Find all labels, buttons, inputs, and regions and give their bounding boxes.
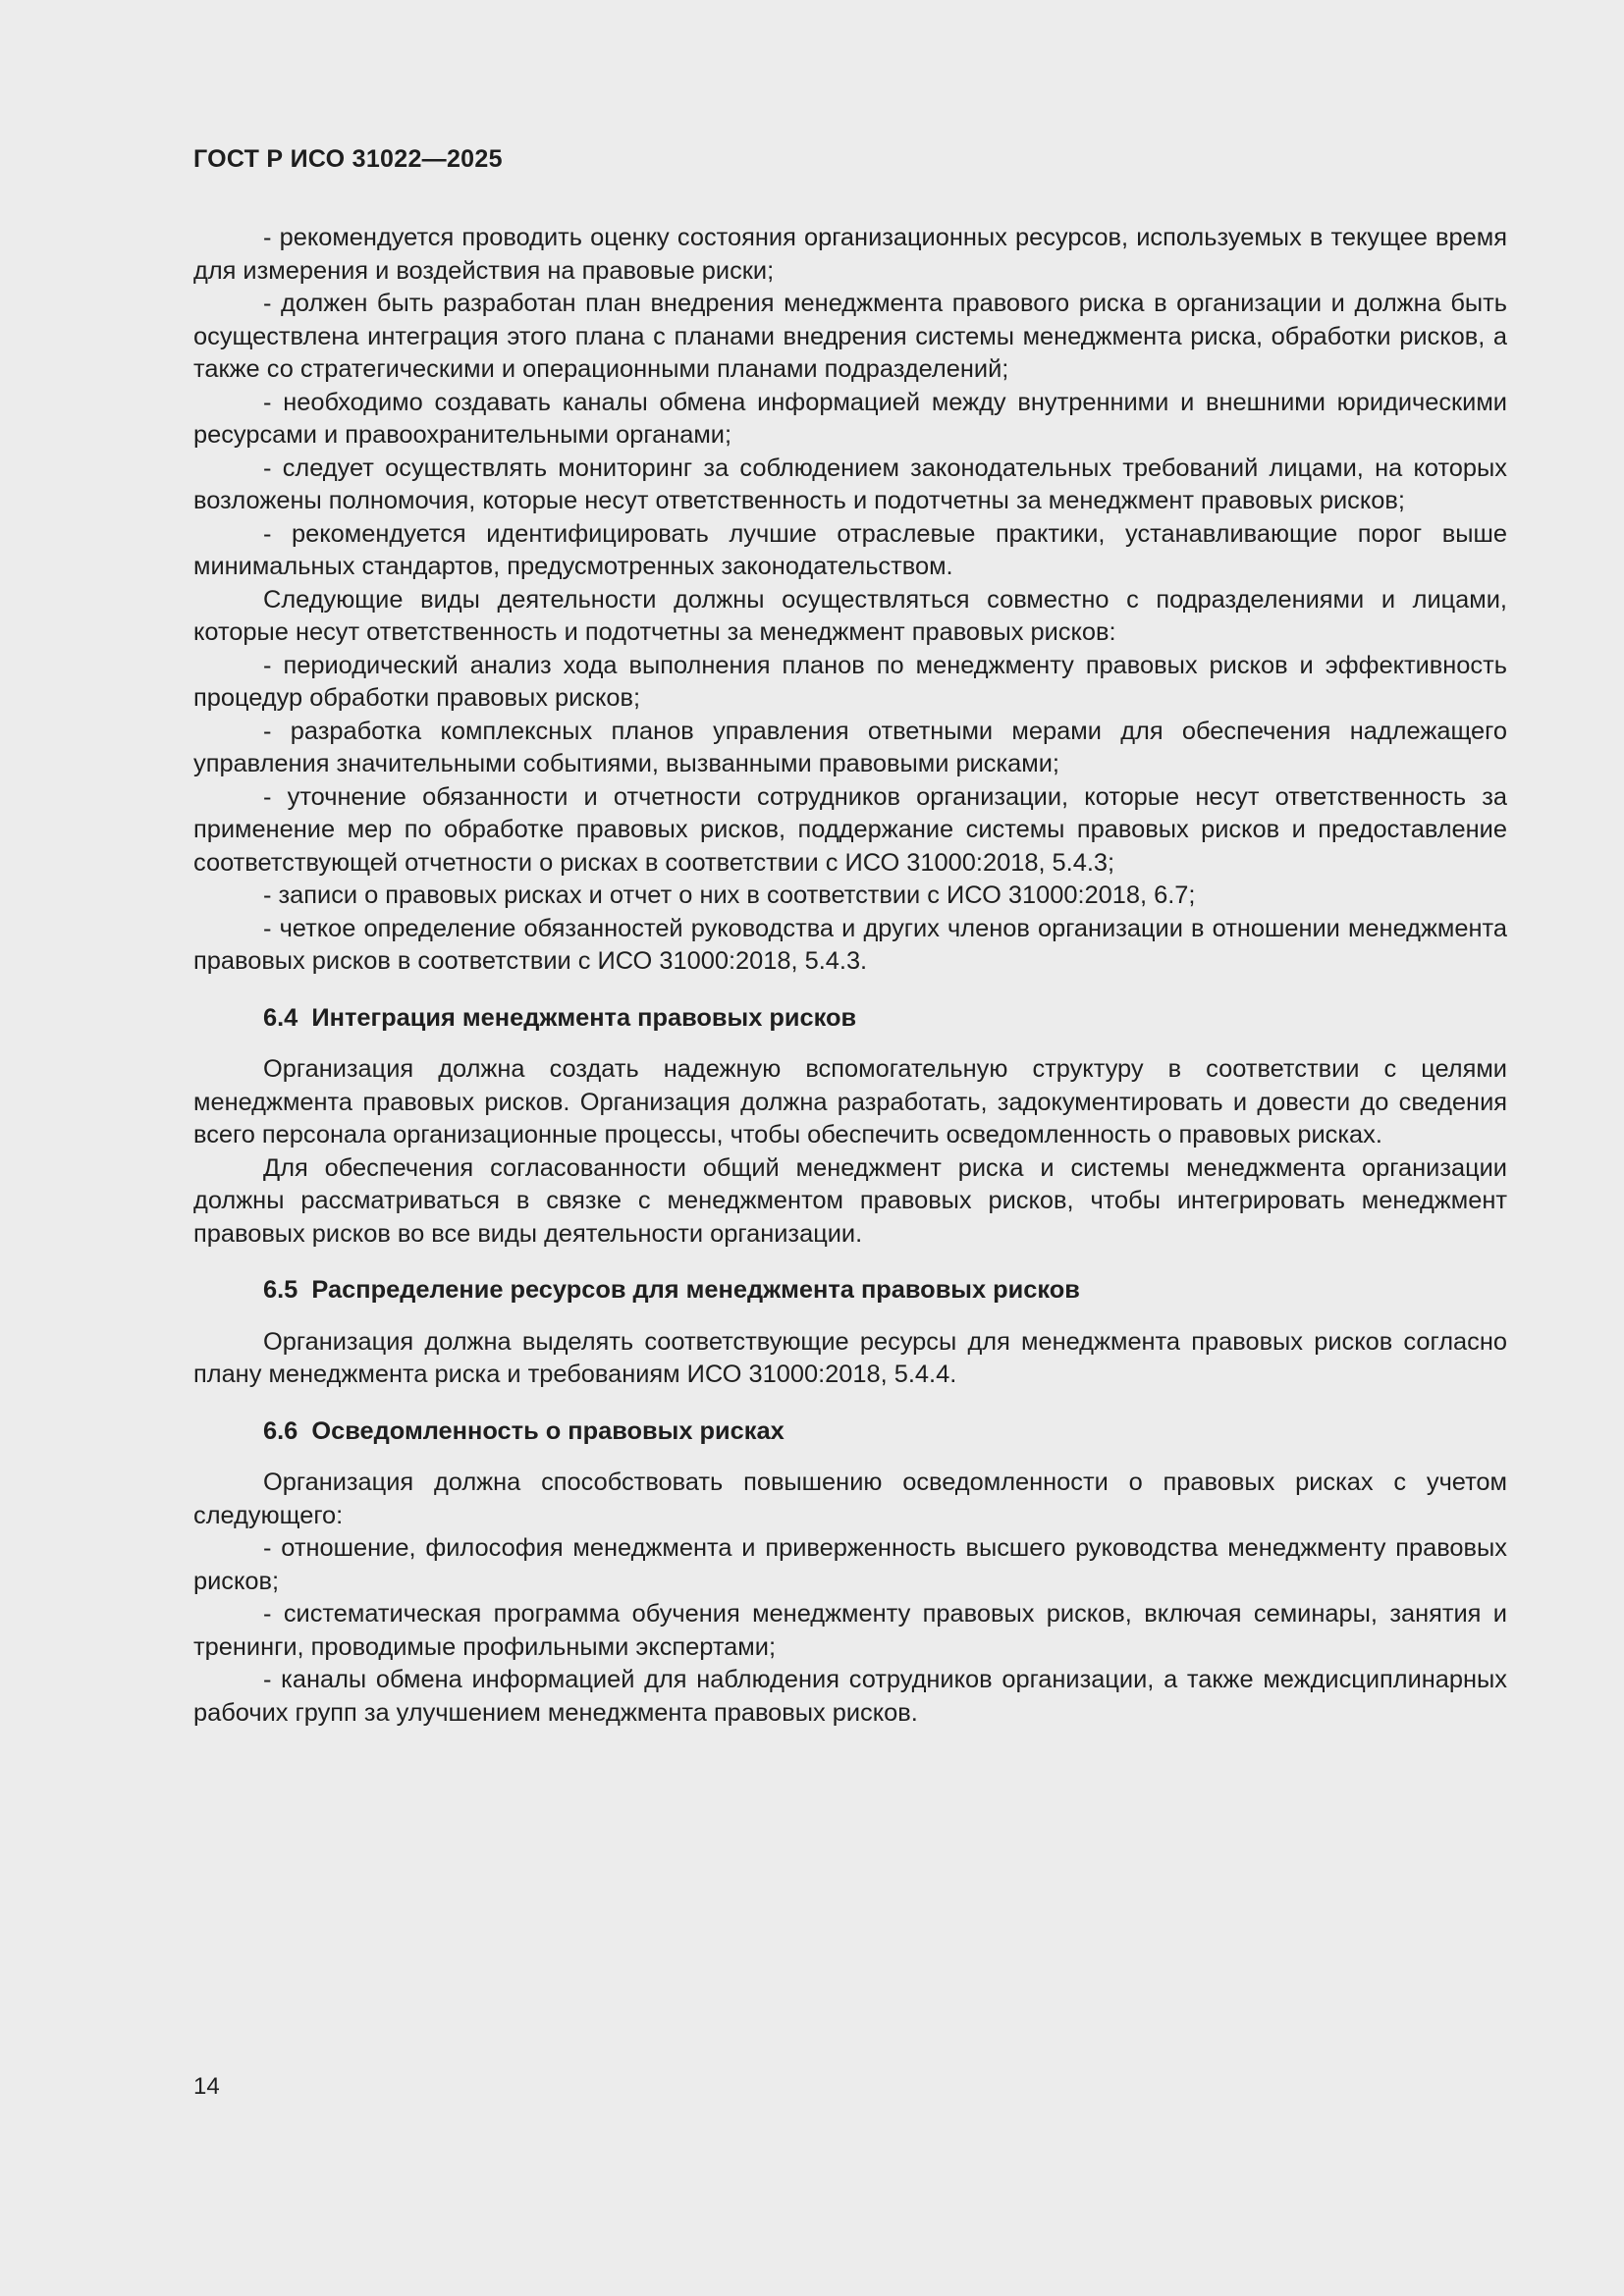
section-heading-6-6 [193,1415,1507,1449]
section-title: Интеграция менеджмента правовых рисков [311,1003,857,1032]
section-heading-6-4 [193,1002,1507,1036]
section-title: Распределение ресурсов для менеджмента правовых рисков [311,1276,1080,1304]
list-item: - должен быть разработан план внедрения менеджмента правового риска в организации и должна быть осуществлена интеграция этого плана с планами внедрения системы менеджмента риска, обработки рисков, а также со стратегическими и операционными планами подразделений; [193,290,1507,383]
list-item: - уточнение обязанности и отчетности сотрудников организации, которые несут ответственность за применение мер по обработке правовых рисков, поддержание системы правовых рисков и предоставление соответствующей отчетности о рисках в соответствии с ИСО 31000:2018, 5.4.3; [193,782,1507,877]
list-item: - каналы обмена информацией для наблюдения сотрудников организации, а также междисциплинарных рабочих групп за улучшением менеджмента правовых рисков. [193,1666,1507,1727]
paragraph: Организация должна выделять соответствующие ресурсы для менеджмента правовых рисков согласно плану менеджмента риска и требованиям ИСО 31000:2018, 5.4.4. [193,1327,1507,1388]
paragraph: Организация должна способствовать повышению осведомленности о правовых рисках с учетом следующего: [193,1468,1507,1529]
joint-activities-intro: Следующие виды деятельности должны осуществляться совместно с подразделениями и лицами, которые несут ответственность и подотчетны за менеджмент правовых рисков: [193,585,1507,646]
list-item: - отношение, философия менеджмента и приверженность высшего руководства менеджменту правовых рисков; [193,1534,1507,1595]
list-item: - четкое определение обязанностей руководства и других членов организации в отношении менеджмента правовых рисков в соответствии с ИСО 31000:2018, 5.4.3. [193,914,1507,975]
document-header: ГОСТ Р ИСО 31022—2025 [193,145,503,173]
list-item: - записи о правовых рисках и отчет о них в соответствии с ИСО 31000:2018, 6.7; [263,881,1196,909]
list-item: - рекомендуется проводить оценку состояния организационных ресурсов, используемых в текущее время для измерения и воздействия на правовые риски; [193,224,1507,285]
section-number: 6.5 [263,1276,298,1304]
list-item: - разработка комплексных планов управления ответными мерами для обеспечения надлежащего управления значительными событиями, вызванными правовыми рисками; [193,717,1507,777]
section-number: 6.4 [263,1003,298,1032]
list-item: - рекомендуется идентифицировать лучшие отраслевые практики, устанавливающие порог выше минимальных стандартов, предусмотренных законодательством. [193,519,1507,580]
list-item: - необходимо создавать каналы обмена информацией между внутренними и внешними юридическими ресурсами и правоохранительными органами; [193,388,1507,449]
section-heading-6-5 [193,1274,1507,1308]
section-title: Осведомленность о правовых рисках [311,1416,785,1445]
page-content [193,222,1507,1730]
section-number: 6.6 [263,1416,298,1445]
list-item: - систематическая программа обучения менеджменту правовых рисков, включая семинары, занятия и тренинги, проводимые профильными экспертами; [193,1600,1507,1661]
paragraph: Организация должна создать надежную вспомогательную структуру в соответствии с целями менеджмента правовых рисков. Организация должна разработать, задокументировать и довести до сведения всего персонала организационные процессы, чтобы обеспечить осведомленность о правовых рисках. [193,1055,1507,1148]
page-number: 14 [193,2073,220,2100]
list-item: - периодический анализ хода выполнения планов по менеджменту правовых рисков и эффективность процедур обработки правовых рисков; [193,651,1507,712]
list-item: - следует осуществлять мониторинг за соблюдением законодательных требований лицами, на которых возложены полномочия, которые несут ответственность и подотчетны за менеджмент правовых рисков; [193,454,1507,514]
paragraph: Для обеспечения согласованности общий менеджмент риска и системы менеджмента организации должны рассматриваться в связке с менеджментом правовых рисков, чтобы интегрировать менеджмент правовых рисков во все виды деятельности организации. [193,1153,1507,1248]
